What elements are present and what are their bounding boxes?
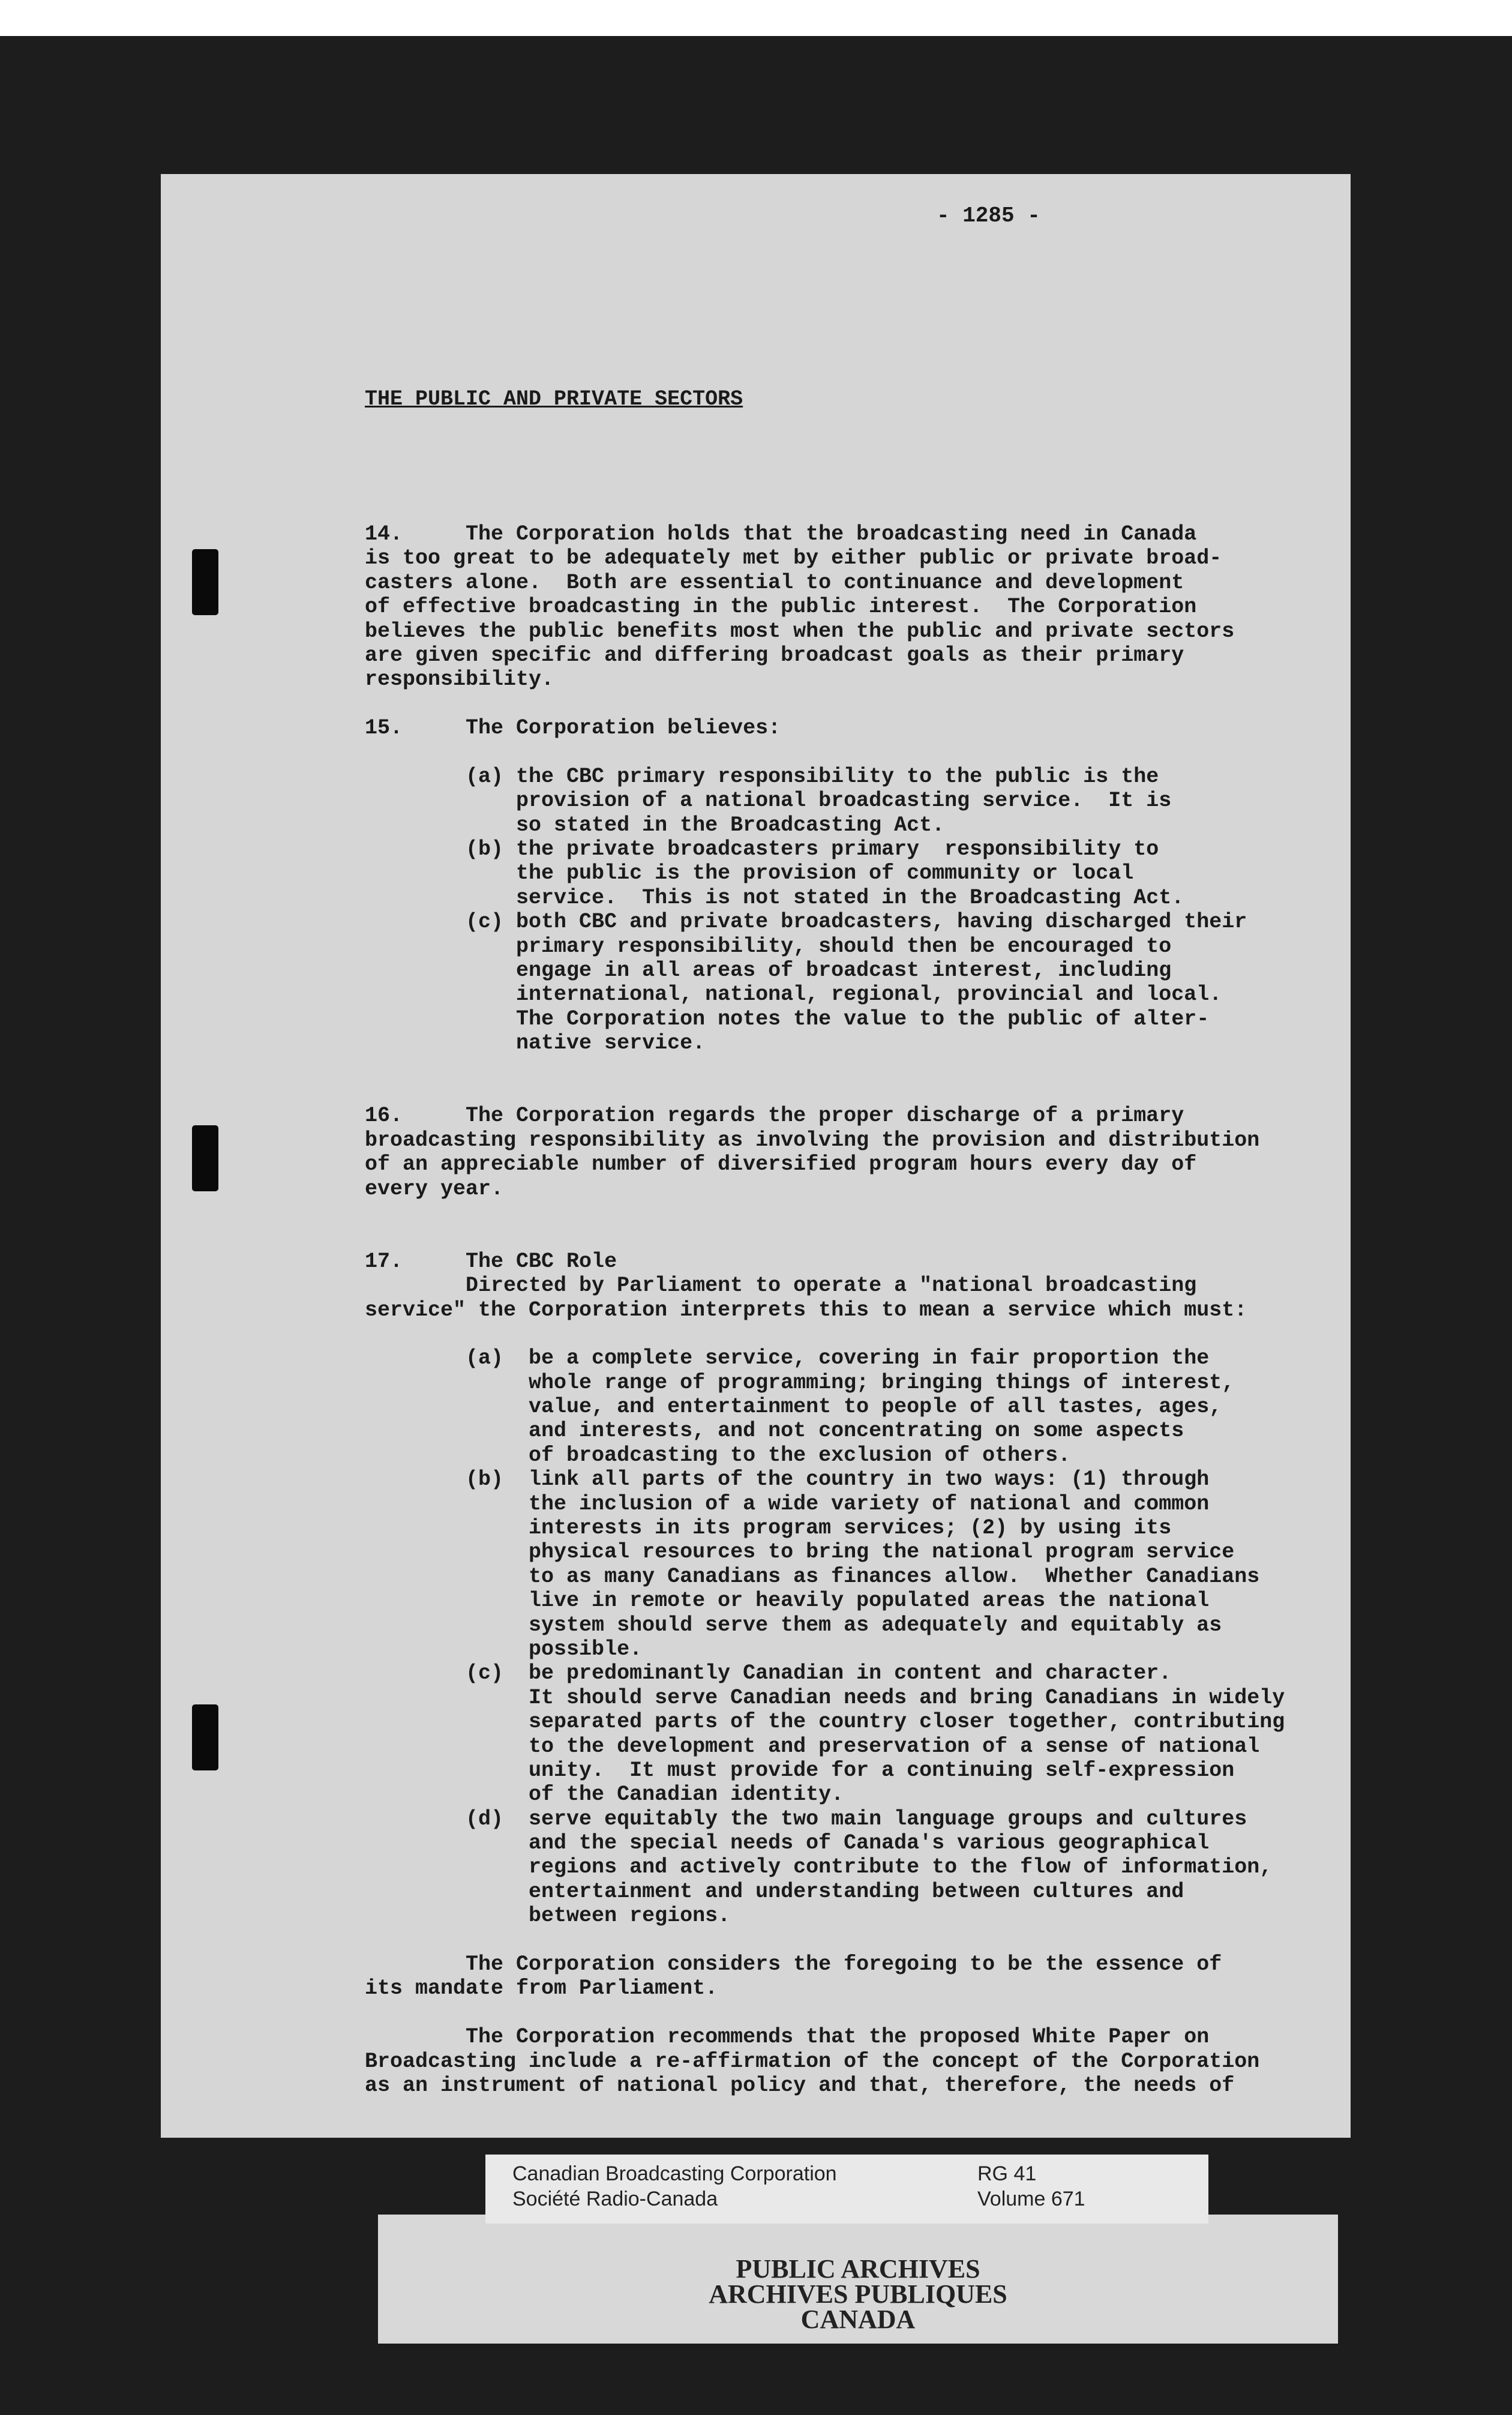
text-line: service. This is not stated in the Broadcasting Act. — [365, 885, 1184, 910]
section-heading: THE PUBLIC AND PRIVATE SECTORS — [365, 387, 743, 411]
punch-hole-middle — [192, 1125, 218, 1191]
blank-line — [365, 1225, 1325, 1249]
text-line: regions and actively contribute to the flow of information, — [365, 1855, 1273, 1880]
text-line: (b) link all parts of the country in two ways: (1) through — [365, 1467, 1210, 1492]
text-line: and the special needs of Canada's various geographical — [365, 1831, 1210, 1856]
text-line: 14. The Corporation holds that the broadcasting need in Canada — [365, 522, 1197, 546]
scan-border-top — [0, 0, 1512, 36]
text-line: as an instrument of national policy and that, therefore, the needs of — [365, 2074, 1235, 2098]
text-line: physical resources to bring the national program service — [365, 1540, 1235, 1565]
text-line: are given specific and differing broadcast goals as their primary — [365, 643, 1184, 667]
text-line: of effective broadcasting in the public interest. The Corporation — [365, 595, 1197, 619]
text-line: of broadcasting to the exclusion of others. — [365, 1443, 1071, 1467]
text-line: service" the Corporation interprets this to mean a service which must: — [365, 1298, 1247, 1322]
blank-line — [365, 1928, 1325, 1952]
blank-line — [365, 741, 1325, 765]
blank-line — [365, 692, 1325, 716]
text-line: international, national, regional, provincial and local. — [365, 982, 1222, 1007]
text-line: (b) the private broadcasters primary responsibility to — [365, 837, 1159, 862]
text-line: of the Canadian identity. — [365, 1782, 844, 1807]
text-line: and interests, and not concentrating on some aspects — [365, 1419, 1184, 1443]
blank-line — [365, 1080, 1325, 1104]
text-line: interests in its program services; (2) by using its — [365, 1516, 1172, 1541]
label-volume: Volume 671 — [977, 2188, 1085, 2210]
text-line: believes the public benefits most when the public and private sectors — [365, 619, 1235, 643]
text-line: between regions. — [365, 1904, 731, 1928]
blank-line — [365, 1322, 1325, 1346]
blank-line — [365, 1201, 1325, 1225]
text-line: Directed by Parliament to operate a "national broadcasting — [365, 1274, 1197, 1298]
text-line: responsibility. — [365, 667, 554, 692]
text-line: primary responsibility, should then be encouraged to — [365, 934, 1172, 958]
text-line: 15. The Corporation believes: — [365, 716, 781, 741]
text-line: whole range of programming; bringing things of interest, — [365, 1370, 1235, 1395]
text-line: 17. The CBC Role — [365, 1249, 617, 1274]
text-line: Broadcasting include a re-affirmation of the concept of the Corporation — [365, 2049, 1260, 2074]
text-line: engage in all areas of broadcast interest, including — [365, 958, 1172, 983]
stamp-line-2: ARCHIVES PUBLIQUES — [709, 2279, 1007, 2309]
archive-stamp — [378, 2215, 1338, 2344]
page-number: - 1285 - — [937, 203, 1040, 228]
blank-line — [365, 1056, 1325, 1080]
text-line: (a) be a complete service, covering in fair proportion the — [365, 1346, 1210, 1371]
text-line: to as many Canadians as finances allow. Whether Canadians — [365, 1564, 1260, 1589]
text-line: It should serve Canadian needs and bring Canadians in widely — [365, 1685, 1285, 1710]
text-line: broadcasting responsibility as involving the provision and distribution — [365, 1128, 1260, 1152]
document-page — [161, 174, 1351, 2138]
label-record-group: RG 41 — [977, 2162, 1037, 2185]
text-line: provision of a national broadcasting service. It is — [365, 789, 1172, 813]
body-text — [365, 522, 1325, 2098]
text-line: every year. — [365, 1176, 504, 1201]
text-line: casters alone. Both are essential to continuance and development — [365, 570, 1184, 595]
text-line: the public is the provision of community or local — [365, 861, 1134, 886]
text-line: system should serve them as adequately and equitably as — [365, 1613, 1222, 1637]
text-line: entertainment and understanding between cultures and — [365, 1879, 1184, 1904]
text-line: value, and entertainment to people of all tastes, ages, — [365, 1395, 1222, 1419]
text-line: unity. It must provide for a continuing self-expression — [365, 1758, 1235, 1782]
stamp-line-1: PUBLIC ARCHIVES — [736, 2254, 980, 2284]
text-line: the inclusion of a wide variety of national and common — [365, 1491, 1210, 1516]
blank-line — [365, 2001, 1325, 2025]
text-line: (d) serve equitably the two main language groups and cultures — [365, 1806, 1247, 1831]
text-line: is too great to be adequately met by either public or private broad- — [365, 546, 1222, 571]
archive-label — [485, 2155, 1208, 2224]
text-line: so stated in the Broadcasting Act. — [365, 813, 945, 837]
text-line: separated parts of the country closer together, contributing — [365, 1710, 1285, 1734]
text-line: (a) the CBC primary responsibility to the public is the — [365, 764, 1159, 789]
text-line: of an appreciable number of diversified program hours every day of — [365, 1152, 1197, 1177]
text-line: native service. — [365, 1031, 706, 1056]
text-line: The Corporation recommends that the proposed White Paper on — [365, 2025, 1210, 2050]
text-line: The Corporation considers the foregoing to be the essence of — [365, 1952, 1222, 1977]
punch-hole-top — [192, 549, 218, 615]
label-org-fr: Société Radio-Canada — [512, 2188, 718, 2210]
punch-hole-bottom — [192, 1704, 218, 1770]
text-line: live in remote or heavily populated areas the national — [365, 1589, 1210, 1613]
text-line: 16. The Corporation regards the proper discharge of a primary — [365, 1104, 1184, 1128]
label-org-en: Canadian Broadcasting Corporation — [512, 2162, 837, 2185]
text-line: its mandate from Parliament. — [365, 1976, 718, 2001]
text-line: to the development and preservation of a sense of national — [365, 1734, 1260, 1758]
text-line: (c) both CBC and private broadcasters, having discharged their — [365, 910, 1247, 934]
text-line: The Corporation notes the value to the public of alter- — [365, 1006, 1210, 1031]
stamp-line-3: CANADA — [800, 2305, 916, 2334]
text-line: (c) be predominantly Canadian in content and character. — [365, 1661, 1172, 1686]
text-line: possible. — [365, 1637, 643, 1661]
